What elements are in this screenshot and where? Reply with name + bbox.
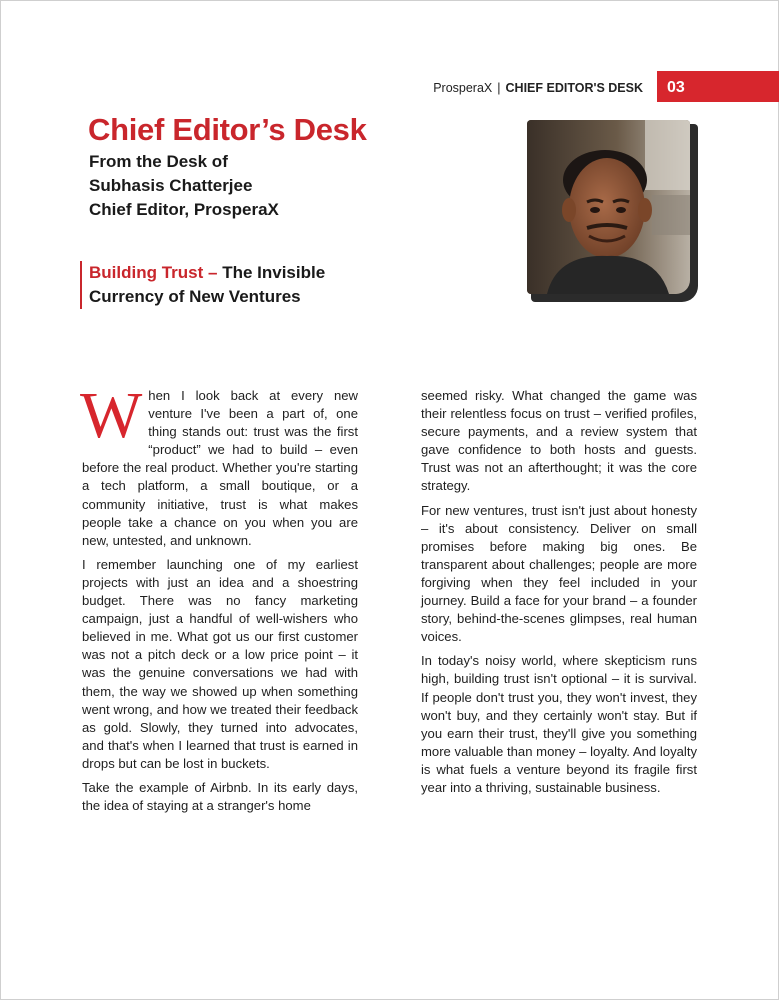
running-header <box>433 81 643 95</box>
portrait-photo-icon <box>527 120 690 294</box>
subtitle-accent: Building Trust – <box>89 263 218 282</box>
drop-cap: W <box>80 379 143 452</box>
subtitle-rest: The Invisible Currency of New Ventures <box>89 263 326 306</box>
byline-role: Chief Editor, ProsperaX <box>89 200 279 219</box>
brand-name: ProsperaX <box>433 81 493 95</box>
article-column-right <box>421 387 697 803</box>
article-paragraph: I remember launching one of my earliest projects with just an idea and a shoestring budget. There was no fancy marketing campaign, just a handful of well-wishers who believed in me. What got us our first customer was not a pitch deck or a low price point – it was the genuine conversations we had with them, the way we showed up when something went wrong, and how we treated their feedback as gold. Slowly, they turned into advocates, and that's when I learned that trust is earned in drops but can be lost in buckets. <box>82 556 358 771</box>
section-name: CHIEF EDITOR'S DESK <box>505 81 643 95</box>
article-paragraph <box>80 379 358 550</box>
byline-author: Subhasis Chatterjee <box>89 176 253 195</box>
byline-line: From the Desk of <box>89 152 228 171</box>
article-paragraph: Take the example of Airbnb. In its early days, the idea of staying at a stranger's home <box>82 779 358 814</box>
article-column-left <box>80 379 358 821</box>
page-title: Chief Editor’s Desk <box>88 112 367 147</box>
article-paragraph: In today's noisy world, where skepticism runs high, building trust isn't optional – it is survival. If people don't trust you, they won't invest, they won't buy, and they certainly won't stay. But if you earn their trust, they'll give you something more valuable than money – loyalty. And loyalty is what fuels a venture beyond its fragile first year into a thriving, sustainable business. <box>421 653 697 795</box>
page-number: 03 <box>657 71 779 102</box>
paragraph-text: hen I look back at every new venture I've been a part of, one thing stands out: trust was the first “product” we had to build – even before the real product. Whether you're starting a tech platform, a small boutique, or a community initiative, trust is what makes people take a chance on you when you are new, untested, and unknown. <box>82 388 358 548</box>
article-paragraph: For new ventures, trust isn't just about honesty – it's about consistency. Deliver on small promises before making big ones. Be transparent about challenges; people are more forgiving when they feel included in your journey. Build a face for your brand – a founder story, behind-the-scenes glimpses, real human voices. <box>421 502 697 645</box>
author-photo <box>527 120 690 294</box>
article-paragraph: seemed risky. What changed the game was their relentless focus on trust – verified profiles, secure payments, and a review system that gave confidence to both hosts and guests. Trust was not an afterthought; it was the core strategy. <box>421 388 697 494</box>
header-separator: | <box>497 81 501 95</box>
article-subtitle <box>80 261 349 309</box>
byline <box>89 150 279 222</box>
